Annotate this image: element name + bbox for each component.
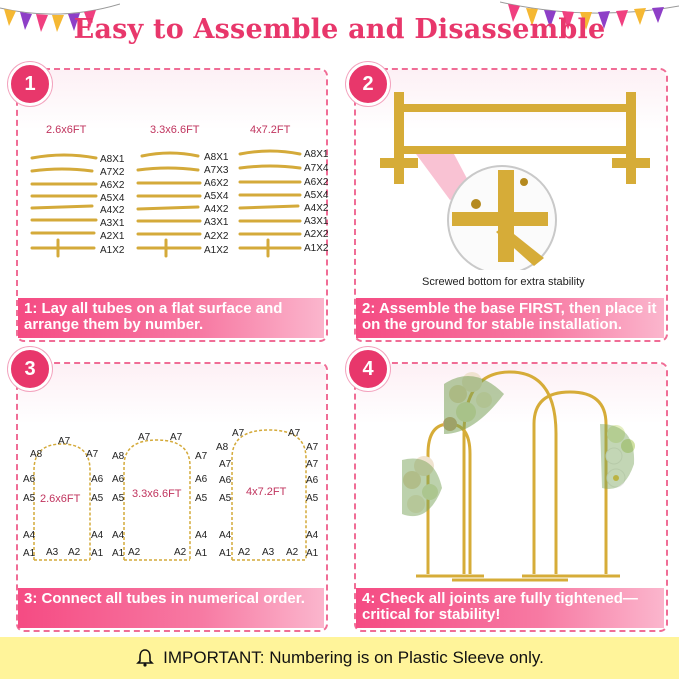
part-label: A8X1 xyxy=(304,149,329,160)
arch3-right-label: A6 xyxy=(306,475,319,486)
arch1-top-label: A7 xyxy=(58,436,71,447)
part-label: A5X4 xyxy=(100,193,125,204)
arch3-left-label: A6 xyxy=(219,475,232,486)
part-label: A3X1 xyxy=(204,217,229,228)
part-label: A7X4 xyxy=(304,163,329,174)
arch2-right-label: A7 xyxy=(195,451,208,462)
part-label: A6X2 xyxy=(204,178,229,189)
arch3-left-label: A7 xyxy=(219,459,232,470)
step-3-caption: 3: Connect all tubes in numerical order. xyxy=(18,588,324,628)
arch3-top-label: A7 xyxy=(232,428,245,439)
step1-size-3: 4x7.2FT xyxy=(250,124,291,136)
arch2-top-label: A7 xyxy=(138,432,151,443)
arch1-bottom-label: A3 xyxy=(46,547,59,558)
arch3-left-label: A1 xyxy=(219,548,232,559)
arch1-right-label: A1 xyxy=(91,548,104,559)
arch1-right-label: A5 xyxy=(91,493,104,504)
part-label: A4X2 xyxy=(100,205,125,216)
arch1-left-label: A5 xyxy=(23,493,36,504)
arch3-bottom-label: A2 xyxy=(238,547,251,558)
arch3-left-label: A8 xyxy=(216,442,229,453)
step-1-badge: 1 xyxy=(8,62,52,106)
arch3-right-label: A5 xyxy=(306,493,319,504)
arch3-bottom-label: A3 xyxy=(262,547,275,558)
part-label: A8X1 xyxy=(204,152,229,163)
arch-set-photo xyxy=(354,364,664,586)
arch3-bottom-label: A2 xyxy=(286,547,299,558)
arch2-left-label: A1 xyxy=(112,548,125,559)
base-assembly-illustration xyxy=(354,70,664,270)
step-2-badge: 2 xyxy=(346,62,390,106)
arch2-left-label: A6 xyxy=(112,474,125,485)
part-label: A3X1 xyxy=(100,218,125,229)
arch2-right-label: A1 xyxy=(195,548,208,559)
part-label: A5X4 xyxy=(204,191,229,202)
part-label: A1X2 xyxy=(100,245,125,256)
part-label: A7X2 xyxy=(100,167,125,178)
part-label: A4X2 xyxy=(304,203,329,214)
arch2-left-label: A5 xyxy=(112,493,125,504)
arch1-right-label: A7 xyxy=(86,449,99,460)
page-title: Easy to Assemble and Disassemble xyxy=(73,14,606,45)
arch1-left-label: A6 xyxy=(23,474,36,485)
arch2-left-label: A8 xyxy=(112,451,125,462)
part-label: A1X2 xyxy=(204,245,229,256)
arch1-size: 2.6x6FT xyxy=(40,493,81,505)
part-label: A3X1 xyxy=(304,216,329,227)
arch1-left-label: A4 xyxy=(23,530,36,541)
arch2-right-label: A6 xyxy=(195,474,208,485)
arch1-bottom-label: A2 xyxy=(68,547,81,558)
important-banner xyxy=(0,637,679,679)
part-label: A8X1 xyxy=(100,154,125,165)
arch2-right-label: A4 xyxy=(195,530,208,541)
arch3-right-label: A7 xyxy=(306,442,319,453)
bell-icon xyxy=(135,648,155,668)
step1-size-1: 2.6x6FT xyxy=(46,124,87,136)
step-1-caption: 1: Lay all tubes on a flat surface and arrange them by number. xyxy=(18,298,324,338)
arch1-left-label: A1 xyxy=(23,548,36,559)
arch3-right-label: A7 xyxy=(306,459,319,470)
arch1-left-label: A8 xyxy=(30,449,43,460)
arch2-bottom-label: A2 xyxy=(128,547,141,558)
arch3-right-label: A1 xyxy=(306,548,319,559)
step-2-caption: 2: Assemble the base FIRST, then place it on the ground for stable installation. xyxy=(356,298,664,338)
arch1-right-label: A4 xyxy=(91,530,104,541)
part-label: A2X2 xyxy=(204,231,229,242)
step-4-caption: 4: Check all joints are fully tightened— critical for stability! xyxy=(356,588,664,628)
step-4-badge: 4 xyxy=(346,347,390,391)
arch2-right-label: A5 xyxy=(195,493,208,504)
arch2-top-label: A7 xyxy=(170,432,183,443)
part-label: A4X2 xyxy=(204,204,229,215)
part-label: A2X1 xyxy=(100,231,125,242)
arch3-size: 4x7.2FT xyxy=(246,486,287,498)
step1-size-2: 3.3x6.6FT xyxy=(150,124,200,136)
part-label: A5X4 xyxy=(304,190,329,201)
arch1-right-label: A6 xyxy=(91,474,104,485)
arch3-right-label: A4 xyxy=(306,530,319,541)
step-3-badge: 3 xyxy=(8,347,52,391)
important-text: IMPORTANT: Numbering is on Plastic Sleeve only. xyxy=(163,648,544,667)
arch3-top-label: A7 xyxy=(288,428,301,439)
arch3-left-label: A5 xyxy=(219,493,232,504)
arch2-size: 3.3x6.6FT xyxy=(132,488,182,500)
part-label: A6X2 xyxy=(304,177,329,188)
part-label: A7X3 xyxy=(204,165,229,176)
arch2-left-label: A4 xyxy=(112,530,125,541)
part-label: A2X2 xyxy=(304,229,329,240)
part-label: A1X2 xyxy=(304,243,329,254)
base-note: Screwed bottom for extra stability xyxy=(422,276,585,288)
part-label: A6X2 xyxy=(100,180,125,191)
arch2-bottom-label: A2 xyxy=(174,547,187,558)
arch3-left-label: A4 xyxy=(219,530,232,541)
